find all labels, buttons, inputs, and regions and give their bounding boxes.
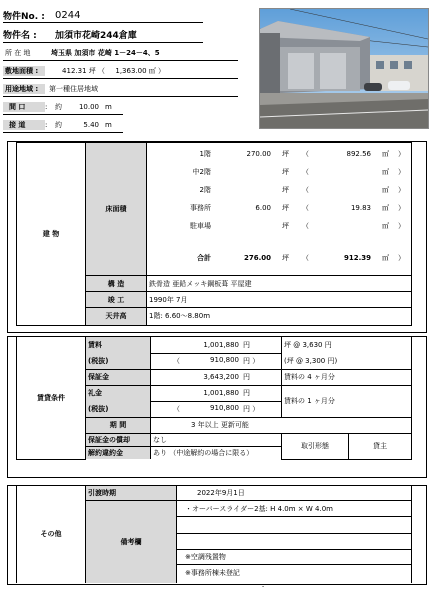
floor-m2-unit: ㎡ [382, 204, 389, 212]
floor-paren-open: （ [302, 168, 309, 176]
key-tax-value [151, 401, 242, 417]
land-area-row [3, 64, 238, 79]
remark-line: ※空調残置物 [177, 549, 411, 565]
structure-value: 鉄骨造 亜鉛メッキ鋼板葺 平屋建 [147, 276, 412, 292]
deposit-value: 3,643,200 [151, 369, 242, 385]
rent-label: 賃料 [86, 337, 151, 353]
building-section [7, 141, 427, 333]
land-area-m2: 1,363.00 ㎡ ） [115, 67, 165, 75]
ceiling-label: 天井高 [86, 308, 147, 325]
remarks-label: 備考欄 [86, 500, 177, 583]
floor-label: 2階 [199, 186, 211, 194]
floor-label: 事務所 [190, 204, 211, 212]
floor-m2: 19.83 [350, 204, 371, 212]
floor-paren-close: ） [398, 254, 405, 262]
property-header [3, 8, 253, 133]
floor-paren-close: ） [398, 222, 405, 230]
address-label: 所 在 地 [5, 49, 31, 57]
cancel-penalty-value: あり （中途解約の場合に限る） [151, 446, 282, 459]
road-value: 5.40 [83, 121, 99, 129]
floor-m2: 892.56 [346, 150, 371, 158]
rent-value: 1,001,880 [151, 337, 242, 353]
other-table [16, 486, 412, 583]
completion-value: 1990年 7月 [147, 292, 412, 308]
floor-tsubo-unit: 坪 [282, 168, 289, 176]
rent-tax-label: (税抜) [86, 353, 151, 369]
property-no: 0244 [55, 9, 81, 21]
floor-m2-unit: ㎡ [382, 254, 389, 262]
floor-paren-close: ） [398, 186, 405, 194]
building-label: 建 物 [17, 143, 86, 326]
period-label: 期 間 [86, 417, 151, 433]
address-value: 埼玉県 加須市 花崎 1－24－4、5 [51, 49, 160, 57]
remark-line: ・オーバースライダー2基: H 4.0m × W 4.0m [177, 501, 411, 517]
frontage-value: 10.00 [78, 103, 99, 111]
building-table [16, 142, 412, 326]
completion-label: 竣 工 [86, 292, 147, 308]
zoning-label: 用途地域 : [3, 84, 45, 94]
ceiling-value: 1階: 6.60～8.80m [147, 308, 412, 325]
key-money-value: 1,001,880 [151, 385, 242, 401]
key-money-label: 礼金 [86, 385, 151, 401]
floor-paren-open: （ [302, 254, 309, 262]
property-photo [259, 8, 429, 129]
trade-type-value: 貸主 [349, 433, 412, 459]
floor-area-label: 床面積 [86, 143, 147, 276]
property-name-row [3, 26, 203, 43]
handover-value: 2022年9月1日 [177, 486, 412, 500]
warehouse-photo-illustration [260, 9, 428, 128]
key-tax-label: (税抜) [86, 401, 151, 417]
trade-type-label: 取引形態 [282, 433, 349, 459]
land-area-label: 敷地面積 : [3, 66, 45, 76]
rent-tax-amount: 910,800 [210, 356, 239, 364]
structure-label: 構 造 [86, 276, 147, 292]
road-row [3, 118, 123, 133]
key-money-unit: 円 [241, 385, 282, 401]
frontage-row [3, 100, 123, 115]
floor-area-list [147, 143, 411, 275]
floor-paren-open: （ [302, 222, 309, 230]
frontage-label: 間 口 [3, 102, 45, 112]
address-row [3, 46, 238, 61]
lease-label: 賃貸条件 [17, 337, 86, 459]
floor-area-row [147, 181, 411, 199]
floor-tsubo: 6.00 [255, 204, 271, 212]
floor-m2-unit: ㎡ [382, 222, 389, 230]
remark-blank-line [177, 517, 411, 534]
floor-paren-open: （ [302, 204, 309, 212]
key-tax-paren: （ [173, 405, 180, 413]
property-name-label: 物件名 : [3, 30, 37, 41]
period-value: 3 年以上 更新可能 [151, 417, 412, 433]
property-name: 加須市花崎244倉庫 [55, 30, 137, 41]
property-number-row [3, 8, 203, 23]
key-tax-amount: 910,800 [210, 404, 239, 412]
remarks-cell [177, 500, 412, 583]
floor-m2-unit: ㎡ [382, 150, 389, 158]
key-tax-unit: 円 ） [241, 401, 282, 417]
other-section [7, 485, 427, 585]
rent-tax-unit: 円 ） [241, 353, 282, 369]
road-label: 接 道 [3, 120, 45, 130]
deposit-months: 賃料の 4 ヶ月分 [282, 369, 412, 385]
amortization-label: 保証金の償却 [86, 433, 151, 446]
lease-section [7, 336, 427, 478]
rent-unit: 円 [241, 337, 282, 353]
rent-tax-value [151, 353, 242, 369]
floor-area-row [147, 199, 411, 217]
floor-tsubo: 276.00 [243, 254, 271, 262]
road-approx: 約 [55, 121, 62, 129]
rent-tax-paren: （ [173, 357, 180, 365]
rent-per-tsubo: 坪 @ 3,630 円 [282, 337, 412, 353]
floor-label: 中2階 [192, 168, 211, 176]
floor-label: 駐車場 [190, 222, 211, 230]
floor-area-row [147, 163, 411, 181]
deposit-label: 保証金 [86, 369, 151, 385]
remark-line: ※事務所棟未登記 [185, 568, 240, 577]
footer-mark: - [262, 583, 265, 590]
floor-tsubo-unit: 坪 [282, 150, 289, 158]
road-colon: : [45, 121, 48, 129]
floor-paren-close: ） [398, 150, 405, 158]
frontage-colon: : [45, 103, 48, 111]
deposit-unit: 円 [241, 369, 282, 385]
amortization-value: なし [151, 433, 282, 446]
frontage-unit: m [105, 103, 112, 111]
zoning-row [3, 82, 238, 97]
floor-label: 1階 [199, 150, 211, 158]
zoning-value: 第一種住居地域 [49, 85, 98, 93]
floor-label: 合計 [197, 254, 211, 262]
handover-label: 引渡時期 [86, 486, 177, 500]
floor-area-row [147, 217, 411, 235]
floor-m2-unit: ㎡ [382, 186, 389, 194]
floor-tsubo: 270.00 [246, 150, 271, 158]
remarks-list [177, 501, 411, 583]
frontage-approx: 約 [55, 103, 62, 111]
lease-table [16, 337, 412, 460]
property-no-label: 物件No. : [3, 11, 45, 22]
floor-tsubo-unit: 坪 [282, 204, 289, 212]
floor-tsubo-unit: 坪 [282, 186, 289, 194]
road-unit: m [105, 121, 112, 129]
floor-paren-close: ） [398, 204, 405, 212]
floor-area-total-row [147, 249, 411, 267]
land-area-tsubo: 412.31 坪 （ [62, 67, 105, 75]
cancel-penalty-label: 解約違約金 [86, 446, 151, 459]
other-label: その他 [17, 486, 86, 583]
floor-area-row [147, 145, 411, 163]
key-money-months: 賃料の 1 ヶ月分 [282, 385, 412, 417]
floor-paren-open: （ [302, 150, 309, 158]
floor-tsubo-unit: 坪 [282, 254, 289, 262]
floor-tsubo-unit: 坪 [282, 222, 289, 230]
building-inner-table [86, 143, 411, 325]
floor-m2-unit: ㎡ [382, 168, 389, 176]
floor-m2: 912.39 [343, 254, 371, 262]
floor-paren-open: （ [302, 186, 309, 194]
remark-blank-line [177, 533, 411, 550]
rent-per-tsubo-tax: (坪 @ 3,300 円) [282, 353, 412, 369]
floor-paren-close: ） [398, 168, 405, 176]
